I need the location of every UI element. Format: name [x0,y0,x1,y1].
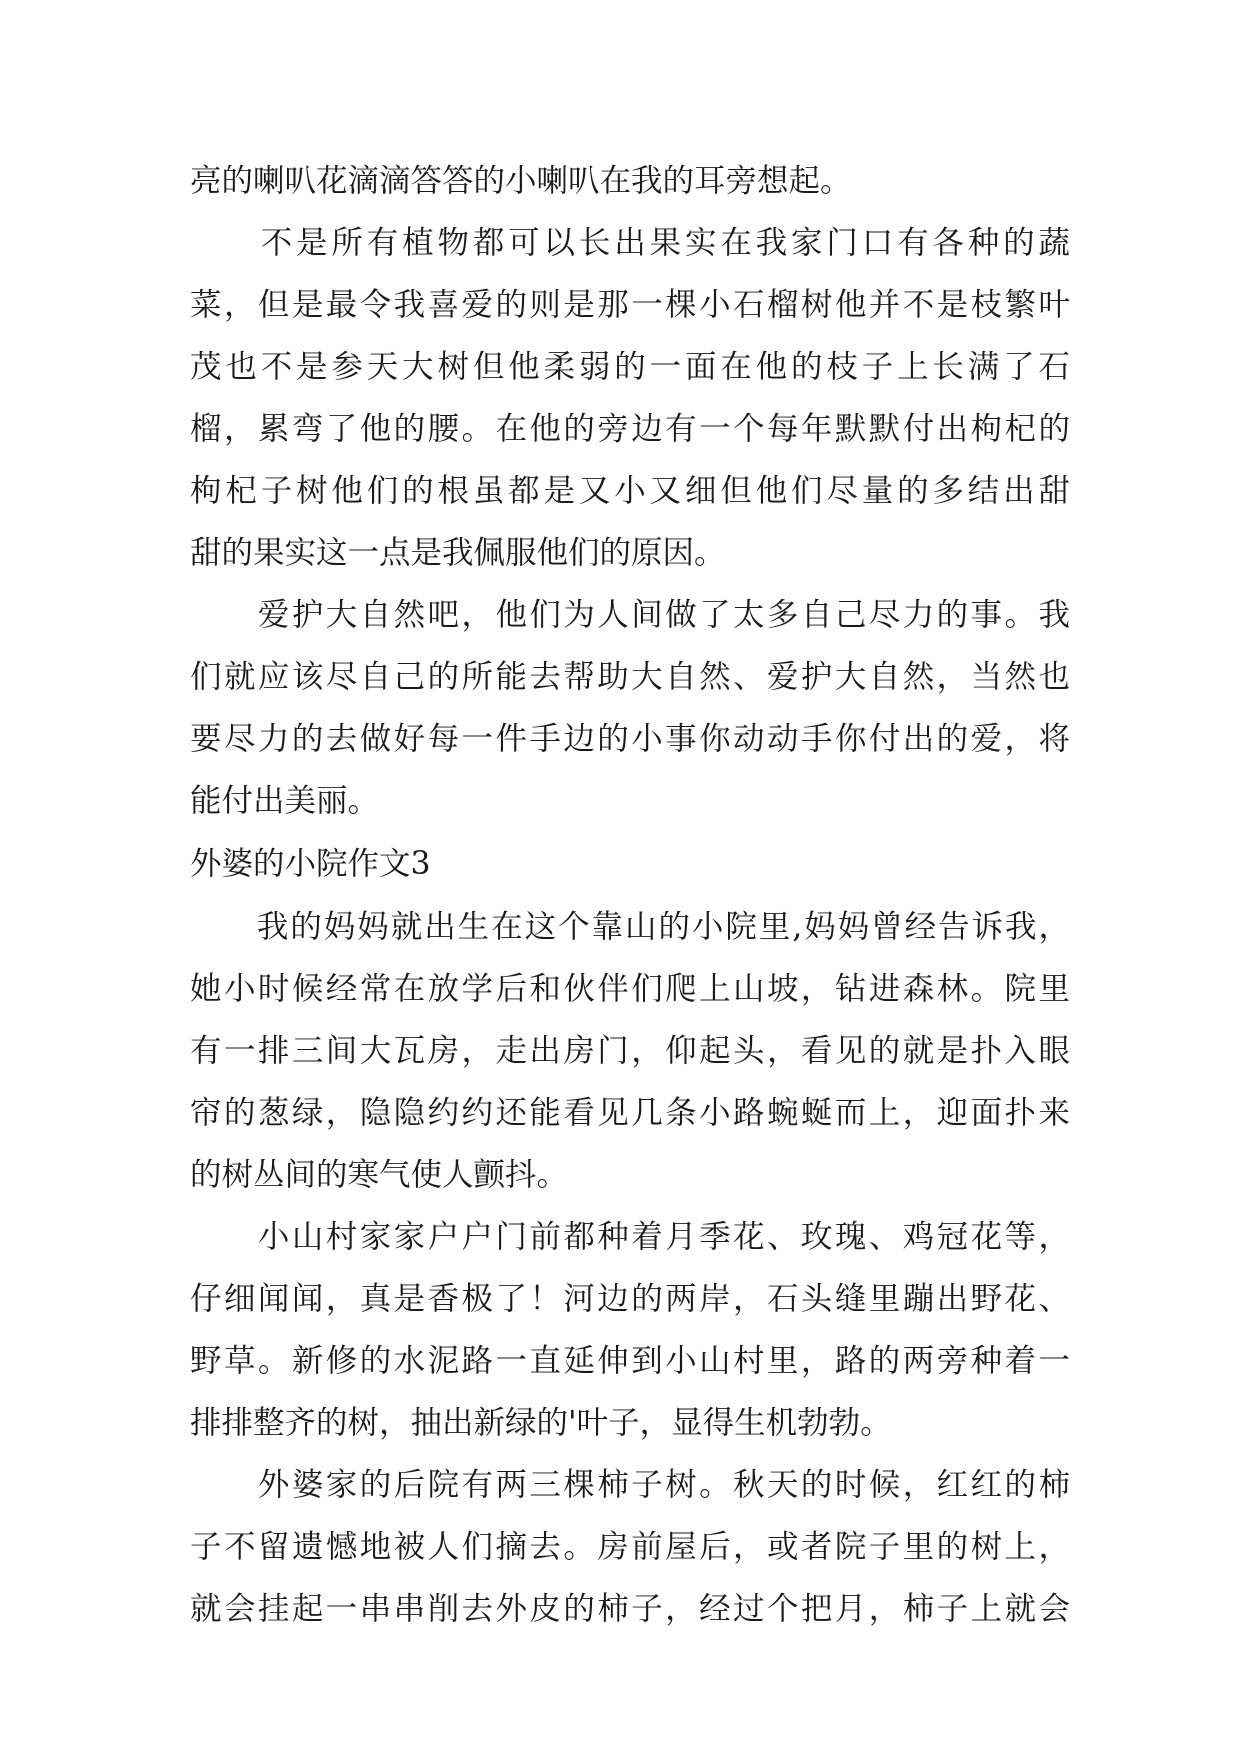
paragraph-line: 亮的喇叭花滴滴答答的小喇叭在我的耳旁想起。 [190,163,852,199]
paragraph-line: 她小时候经常在放学后和伙伴们爬上山坡，钻进森林。院里 [190,971,1070,1007]
paragraph-line: 外婆家的后院有两三棵柿子树。秋天的时候，红红的柿 [190,1467,1070,1503]
paragraph-line: 小山村家家户户门前都种着月季花、玫瑰、鸡冠花等， [190,1219,1070,1255]
paragraph-line: 帘的葱绿，隐隐约约还能看见几条小路蜿蜒而上，迎面扑来 [190,1095,1070,1131]
paragraph-line: 仔细闻闻，真是香极了！河边的两岸，石头缝里蹦出野花、 [190,1281,1070,1317]
paragraph-line: 枸杞子树他们的根虽都是又小又细但他们尽量的多结出甜 [190,473,1070,509]
document-body [190,150,1070,1640]
paragraph-line: 爱护大自然吧，他们为人间做了太多自己尽力的事。我 [190,597,1070,633]
paragraph-line: 不是所有植物都可以长出果实在我家门口有各种的蔬 [190,225,1070,261]
paragraph-line: 能付出美丽。 [190,783,380,819]
paragraph-line: 榴，累弯了他的腰。在他的旁边有一个每年默默付出枸杞的 [190,411,1070,447]
paragraph-line: 要尽力的去做好每一件手边的小事你动动手你付出的爱，将 [190,721,1070,757]
paragraph-line: 甜的果实这一点是我佩服他们的原因。 [190,535,726,571]
paragraph-line: 的树丛间的寒气使人颤抖。 [190,1157,569,1193]
paragraph-line: 茂也不是参天大树但他柔弱的一面在他的枝子上长满了石 [190,349,1070,385]
paragraph-line: 有一排三间大瓦房，走出房门，仰起头，看见的就是扑入眼 [190,1033,1070,1069]
section-heading: 外婆的小院作文3 [190,846,431,882]
paragraph-line: 们就应该尽自己的所能去帮助大自然、爱护大自然，当然也 [190,659,1070,695]
paragraph-line: 野草。新修的水泥路一直延伸到小山村里，路的两旁种着一 [190,1343,1070,1379]
paragraph-line: 就会挂起一串串削去外皮的柿子，经过个把月，柿子上就会 [190,1591,1070,1627]
paragraph-line: 菜，但是最令我喜爱的则是那一棵小石榴树他并不是枝繁叶 [190,287,1070,323]
paragraph-line: 排排整齐的树，抽出新绿的'叶子，显得生机勃勃。 [190,1405,892,1441]
paragraph-line: 子不留遗憾地被人们摘去。房前屋后，或者院子里的树上， [190,1529,1070,1565]
paragraph-line: 我的妈妈就出生在这个靠山的小院里,妈妈曾经告诉我， [190,909,1070,945]
